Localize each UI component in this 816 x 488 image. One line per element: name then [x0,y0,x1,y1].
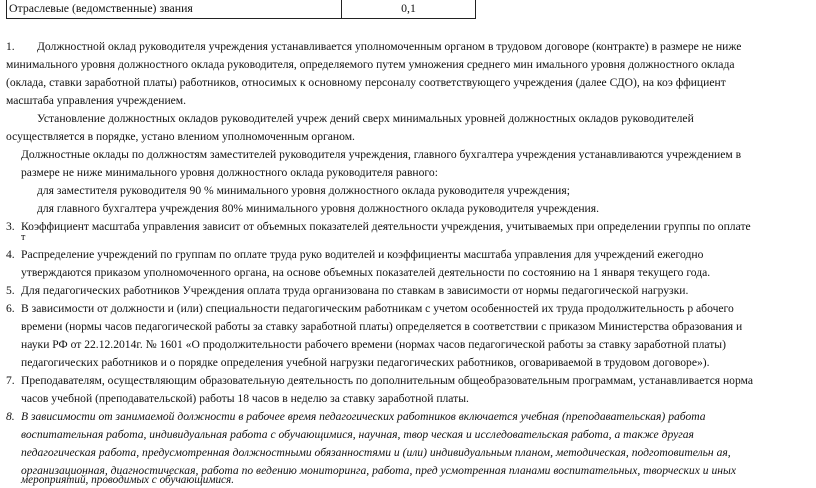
item-2-line-4: для главного бухгалтера учреждения 80% минимального уровня должностного оклада руководителя учреждения. [37,202,599,215]
item-1-number: 1. [6,40,15,53]
item-2-line-3: для заместителя руководителя 90 % минимального уровня должностного оклада руководителя учреждения; [37,184,570,197]
item-6-line-1: В зависимости от должности и (или) специальности педагогическим работникам с учетом особенностей их труда продолжительность р абочего [21,302,734,315]
rank-label-cell: Отраслевые (ведомственные) звания [7,0,342,18]
item-6-line-2: времени (нормы часов педагогической работы за ставку заработной платы) определяется в соответствии с приказом Министерства образования и [21,320,743,333]
item-1-cont-line-2: осуществляется в порядке, устано влениом уполномоченным органом. [6,130,355,143]
item-1-line-1: Должностной оклад руководителя учреждения устанавливается уполномоченным органом в трудовом договоре (контракте) в размере не ниже [37,40,742,53]
item-8-line-2: воспитательная работа, индивидуальная работа с обучающимися, научная, твор ческая и исследовательская работа, а также другая [21,428,694,441]
rank-coefficient-table-row [6,0,476,19]
item-4-line-1: Распределение учреждений по группам по оплате труда руко водителей и коэффициенты масштаба управления для учреждений ежегодно [21,248,704,261]
item-7-line-2: часов учебной (преподавательской) работы 18 часов в неделю за ставку заработной платы. [21,392,469,405]
item-5-number: 5. [6,284,15,297]
item-4-line-2: утверждаются приказом уполномоченного органа, на основе объемных показателей деятельности по состоянию на 1 января текущего года. [21,266,711,279]
item-4-number: 4. [6,248,15,261]
item-3-line: Коэффициент масштаба управления зависит от объемных показателей деятельности учреждения, учитываемых при определении группы по оплате [21,220,751,233]
item-8-line-3: педагогическая работа, предусмотренная должностными обязанностями и (или) индивидуальным планом, методическая, подготовительн ая, [21,446,731,459]
item-3-tail: т [21,232,26,243]
item-5-line: Для педагогических работников Учреждения оплата труда организована по ставкам в зависимости от нормы педагогической нагрузки. [21,284,689,297]
item-6-line-3: науки РФ от 22.12.2014г. № 1601 «О продолжительности рабочего времени (нормах часов педагогической работы за ставку заработной платы) [21,338,726,351]
item-8-line-1: В зависимости от занимаемой должности в рабочее время педагогических работников включается учебная (преподавательская) работа [21,410,706,423]
item-1-line-3: (оклада, ставки заработной платы) работников, относимых к основному персоналу соответствующего учреждения (далее СДО), на коэ ффициент [6,76,726,89]
item-8-line-4: организационная, диагностическая, работа по ведению мониторинга, работа, пред усмотренная планами воспитательных, творческих и иных [21,464,737,477]
item-1-cont-line-1: Установление должностных окладов руководителей учреж дений сверх минимальных уровней должностных окладов руководителей [37,112,694,125]
item-6-number: 6. [6,302,15,315]
item-8-line-5: мероприятий, проводимых с обучающимися. [21,474,235,486]
item-3-number: 3. [6,220,15,233]
item-1-line-4: масштаба управления учреждением. [6,94,187,107]
item-1-line-2: минимального уровня должностного оклада руководителя, определяемого путем умножения среднего мин имального уровня должностного оклада [6,58,735,71]
item-7-line-1: Преподавателям, осуществляющим образовательную деятельность по дополнительным общеобразовательным программам, устанавливается норма [21,374,753,387]
item-2-line-2: размере не ниже минимального уровня должностного оклада руководителя равного: [21,166,438,179]
item-8-number: 8. [6,410,15,423]
item-6-line-4: педагогических работников и о порядке определения учебной нагрузки педагогических работников, оговариваемой в трудовом договоре»). [21,356,710,369]
rank-value-cell: 0,1 [401,1,416,15]
item-7-number: 7. [6,374,15,387]
item-2-line-1: Должностные оклады по должностям заместителей руководителя учреждения, главного бухгалтера учреждения устанавливаются учреждением в [21,148,742,161]
